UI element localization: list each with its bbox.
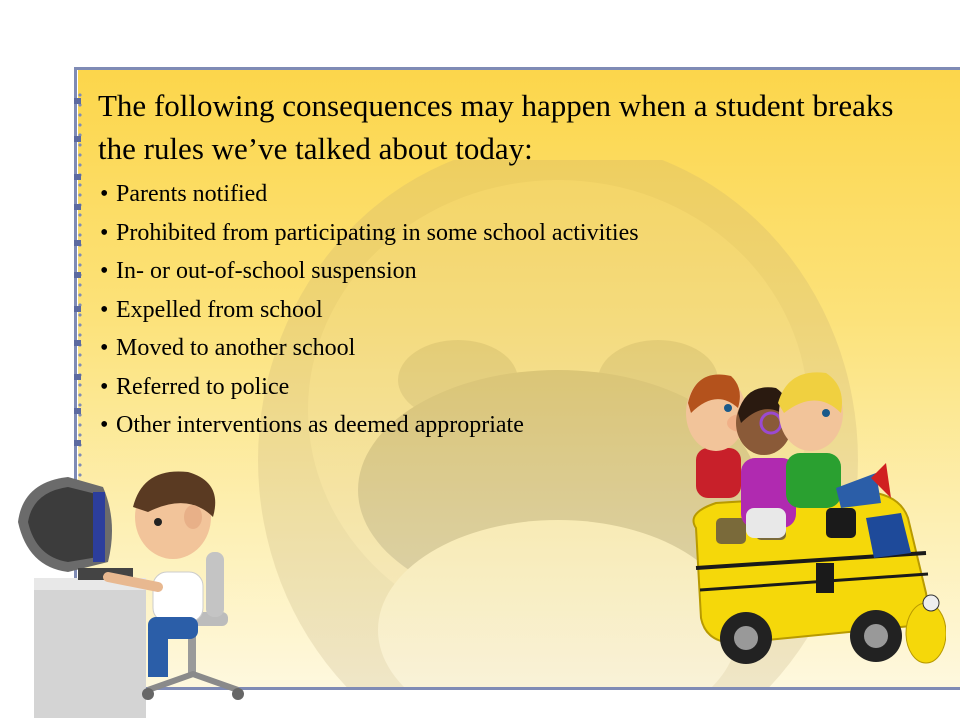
bullet-icon: • — [100, 412, 109, 438]
list-item — [100, 368, 639, 407]
bullet-icon: • — [100, 373, 109, 400]
bullet-icon: • — [100, 219, 109, 246]
margin-tick — [74, 272, 81, 278]
list-item — [100, 214, 639, 253]
slide-heading: The following consequences may happen when a student breaks the rules we’ve talked about today: — [98, 88, 894, 166]
margin-tick — [74, 340, 81, 346]
margin-tick — [74, 408, 81, 414]
list-item-text: In- or out-of-school suspension — [116, 258, 417, 284]
desk-icon — [34, 584, 146, 718]
kids-on-bus-illustration — [676, 368, 946, 678]
boy-at-computer-illustration — [8, 462, 258, 718]
bullet-icon: • — [100, 296, 109, 323]
margin-tick — [74, 204, 81, 210]
margin-tick — [74, 240, 81, 246]
list-item-text: Other interventions as deemed appropriate — [116, 412, 524, 438]
list-item-text: Prohibited from participating in some school activities — [116, 219, 639, 246]
list-item-text: Referred to police — [116, 373, 290, 400]
list-item-text: Moved to another school — [116, 335, 356, 361]
list-item — [100, 329, 639, 368]
bullet-icon: • — [100, 258, 109, 284]
list-item — [100, 252, 639, 291]
list-item-text: Expelled from school — [116, 296, 323, 323]
list-item-text: Parents notified — [116, 181, 268, 207]
margin-tick — [74, 136, 81, 142]
computer-monitor-icon — [18, 477, 112, 572]
panel-border-top — [74, 67, 960, 70]
school-bus-icon — [694, 493, 947, 664]
bullet-icon: • — [100, 335, 109, 361]
bullet-icon: • — [100, 181, 109, 207]
list-item — [100, 406, 639, 445]
margin-tick — [74, 374, 81, 380]
list-item — [100, 291, 639, 330]
margin-tick — [74, 440, 81, 446]
consequence-list — [100, 175, 639, 445]
margin-tick — [74, 174, 81, 180]
margin-tick — [74, 306, 81, 312]
list-item — [100, 175, 639, 214]
kid-green-shirt-icon — [778, 372, 891, 508]
margin-tick — [74, 98, 81, 104]
